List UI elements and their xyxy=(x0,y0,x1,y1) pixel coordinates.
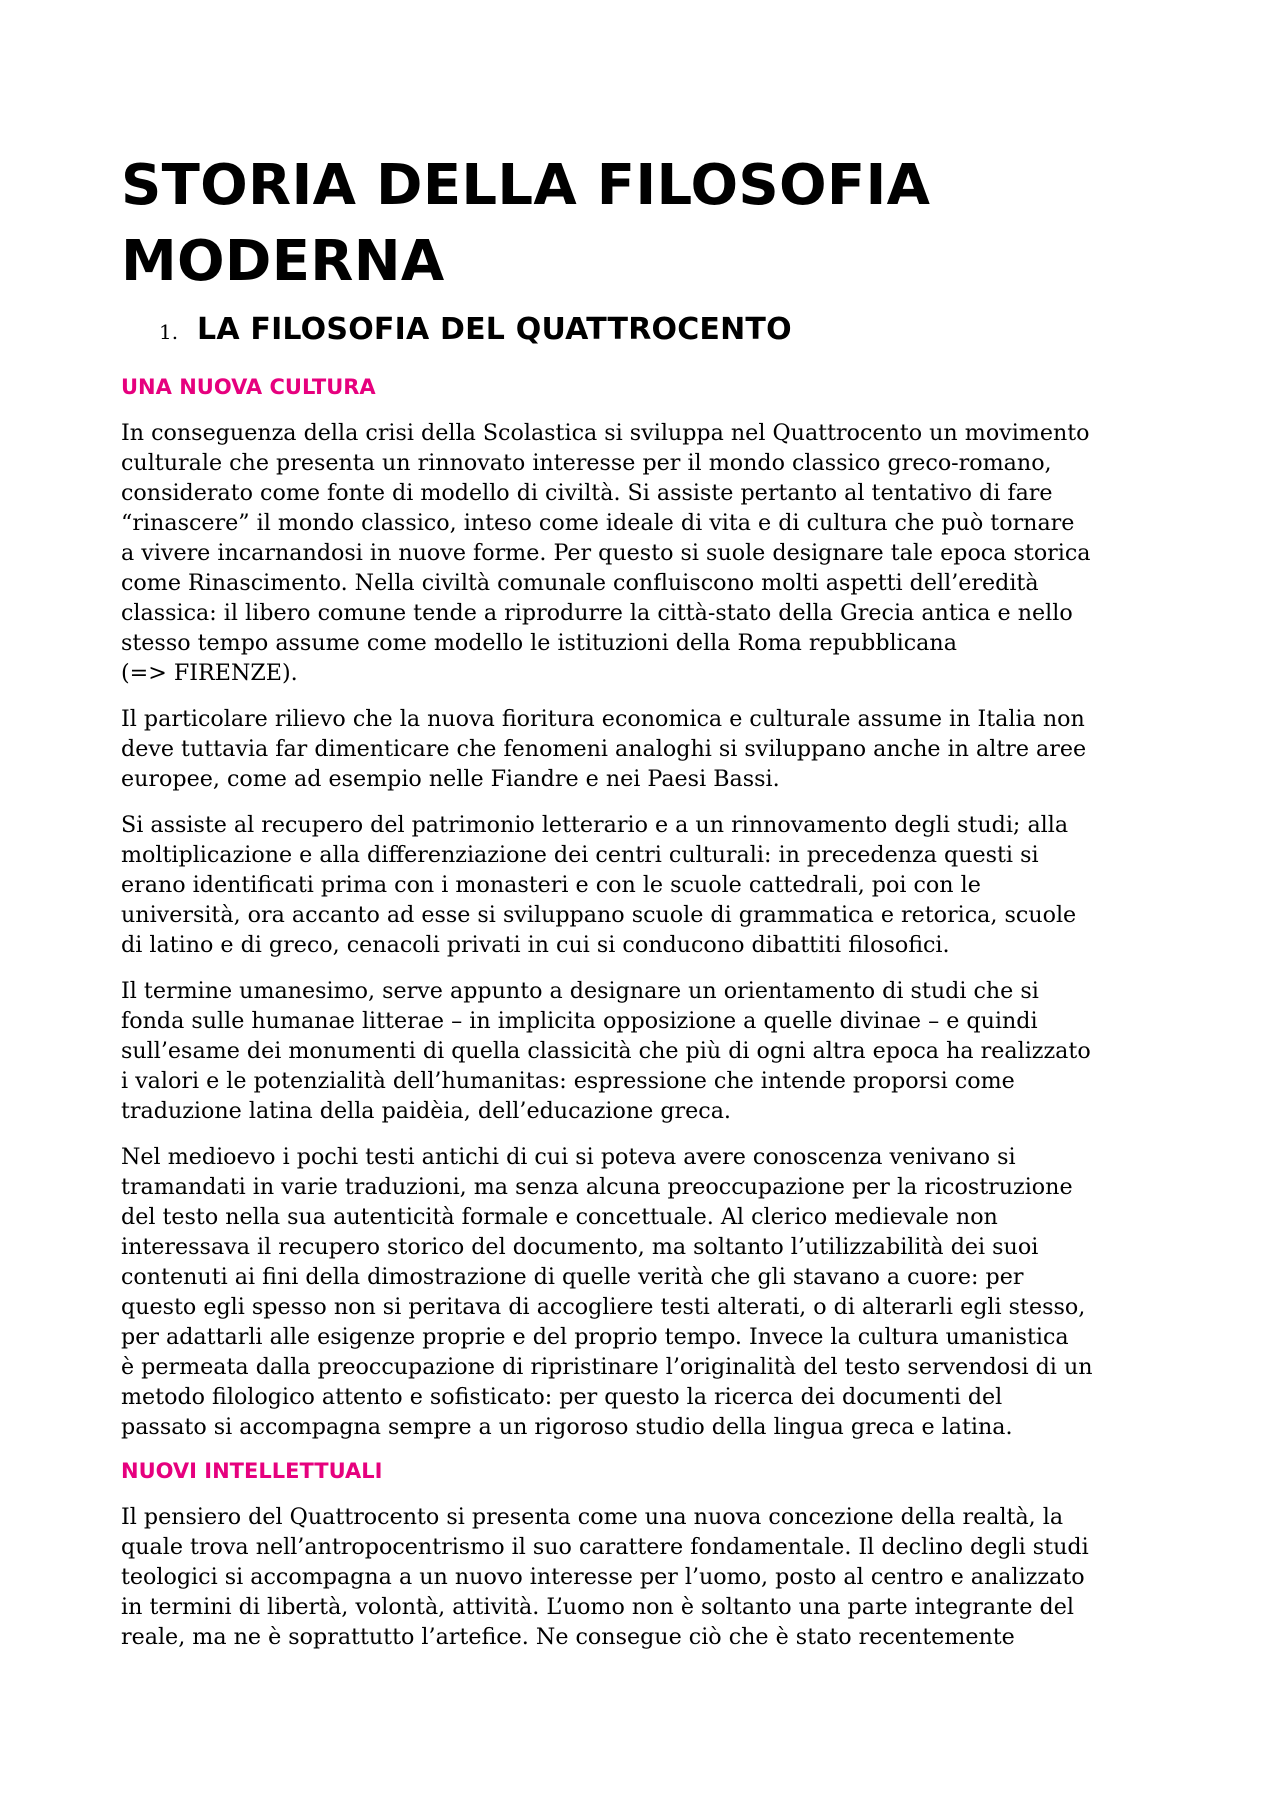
document-page xyxy=(121,148,1171,1652)
paragraph-line: culturale che presenta un rinnovato interesse per il mondo classico greco-romano, xyxy=(121,450,1052,476)
paragraph xyxy=(121,810,1171,960)
chapter-title: LA FILOSOFIA DEL QUATTROCENTO xyxy=(197,312,792,347)
document-body xyxy=(121,372,1171,1652)
paragraph-line: europee, come ad esempio nelle Fiandre e nei Paesi Bassi. xyxy=(121,766,780,792)
paragraph-line: (=> FIRENZE). xyxy=(121,660,298,686)
paragraph-line: teologici si accompagna a un nuovo interesse per l’uomo, posto al centro e analizzato xyxy=(121,1564,1085,1590)
section-heading: UNA NUOVA CULTURA xyxy=(121,375,376,399)
paragraph-line: in termini di libertà, volontà, attività. L’uomo non è soltanto una parte integrante del xyxy=(121,1594,1074,1620)
paragraph-line: a vivere incarnandosi in nuove forme. Per questo si suole designare tale epoca storica xyxy=(121,540,1091,566)
paragraph-line: tramandati in varie traduzioni, ma senza alcuna preoccupazione per la ricostruzione xyxy=(121,1174,1073,1200)
paragraph-line: metodo filologico attento e sofisticato: per questo la ricerca dei documenti del xyxy=(121,1384,1003,1410)
paragraph-line: Il pensiero del Quattrocento si presenta come una nuova concezione della realtà, la xyxy=(121,1504,1064,1530)
document-title-line: STORIA DELLA FILOSOFIA xyxy=(121,153,931,218)
paragraph-line: Il termine umanesimo, serve appunto a designare un orientamento di studi che si xyxy=(121,978,1039,1004)
paragraph-line: per adattarli alle esigenze proprie e del proprio tempo. Invece la cultura umanistica xyxy=(121,1324,1069,1350)
paragraph-line: stesso tempo assume come modello le istituzioni della Roma repubblicana xyxy=(121,630,957,656)
paragraph-line: considerato come fonte di modello di civiltà. Si assiste pertanto al tentativo di fare xyxy=(121,480,1053,506)
paragraph-line: Il particolare rilievo che la nuova fioritura economica e culturale assume in Italia non xyxy=(121,706,1085,732)
paragraph-line: interessava il recupero storico del documento, ma soltanto l’utilizzabilità dei suoi xyxy=(121,1234,1039,1260)
paragraph-line: contenuti ai fini della dimostrazione di quelle verità che gli stavano a cuore: per xyxy=(121,1264,1024,1290)
paragraph-line: come Rinascimento. Nella civiltà comunale confluiscono molti aspetti dell’eredità xyxy=(121,570,1039,596)
paragraph xyxy=(121,418,1171,688)
paragraph-line: reale, ma ne è soprattutto l’artefice. Ne consegue ciò che è stato recentemente xyxy=(121,1624,1015,1650)
paragraph xyxy=(121,976,1171,1126)
paragraph-line: sull’esame dei monumenti di quella classicità che più di ogni altra epoca ha realizzato xyxy=(121,1038,1091,1064)
paragraph-line: moltiplicazione e alla differenziazione dei centri culturali: in precedenza questi si xyxy=(121,842,1039,868)
document-title xyxy=(121,148,1171,300)
chapter-heading xyxy=(159,312,1171,358)
paragraph-line: In conseguenza della crisi della Scolastica si sviluppa nel Quattrocento un movimento xyxy=(121,420,1090,446)
paragraph-line: i valori e le potenzialità dell’humanitas: espressione che intende proporsi come xyxy=(121,1068,1015,1094)
paragraph-line: deve tuttavia far dimenticare che fenomeni analoghi si sviluppano anche in altre aree xyxy=(121,736,1087,762)
paragraph-line: passato si accompagna sempre a un rigoroso studio della lingua greca e latina. xyxy=(121,1414,1013,1440)
paragraph xyxy=(121,1502,1171,1652)
section-heading: NUOVI INTELLETTUALI xyxy=(121,1459,383,1483)
paragraph-line: erano identificati prima con i monasteri e con le scuole cattedrali, poi con le xyxy=(121,872,981,898)
paragraph-line: del testo nella sua autenticità formale e concettuale. Al clerico medievale non xyxy=(121,1204,998,1230)
paragraph-line: di latino e di greco, cenacoli privati in cui si conducono dibattiti filosofici. xyxy=(121,932,950,958)
paragraph-line: fonda sulle humanae litterae – in implicita opposizione a quelle divinae – e quindi xyxy=(121,1008,1038,1034)
paragraph-line: Si assiste al recupero del patrimonio letterario e a un rinnovamento degli studi; alla xyxy=(121,812,1069,838)
paragraph-line: è permeata dalla preoccupazione di ripristinare l’originalità del testo servendosi di un xyxy=(121,1354,1093,1380)
document-title-line: MODERNA xyxy=(121,229,445,294)
paragraph-line: questo egli spesso non si peritava di accogliere testi alterati, o di alterarli egli stesso, xyxy=(121,1294,1086,1320)
paragraph-line: università, ora accanto ad esse si sviluppano scuole di grammatica e retorica, scuole xyxy=(121,902,1077,928)
paragraph xyxy=(121,1142,1171,1442)
paragraph xyxy=(121,704,1171,794)
paragraph-line: quale trova nell’antropocentrismo il suo carattere fondamentale. Il declino degli studi xyxy=(121,1534,1089,1560)
paragraph-line: traduzione latina della paidèia, dell’educazione greca. xyxy=(121,1098,731,1124)
paragraph-line: classica: il libero comune tende a riprodurre la città-stato della Grecia antica e nello xyxy=(121,600,1073,626)
paragraph-line: “rinascere” il mondo classico, inteso come ideale di vita e di cultura che può tornare xyxy=(121,510,1075,536)
paragraph-line: Nel medioevo i pochi testi antichi di cui si poteva avere conoscenza venivano si xyxy=(121,1144,1016,1170)
chapter-number: 1. xyxy=(159,320,179,344)
